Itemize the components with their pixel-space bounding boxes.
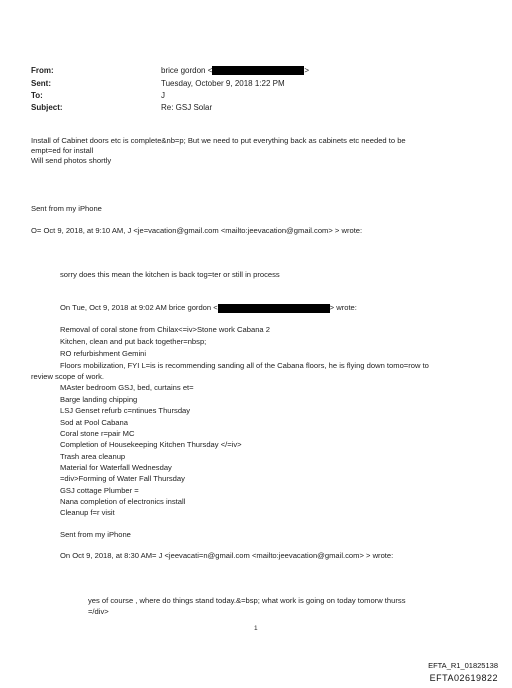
- from-name: brice gordon <: [161, 66, 213, 75]
- reply1-signature: Sent from my iPhone: [31, 204, 102, 213]
- list-item: Nana completion of electronics install: [60, 497, 186, 506]
- reply1-quote-header: O= Oct 9, 2018, at 9:10 AM, J <je=vacation@gmail.com <mailto:jeevacation@gmail.com> > wrote:: [31, 226, 363, 235]
- redaction-box: [212, 66, 304, 75]
- original-line1: yes of course , where do things stand today.&=bsp; what work is going on today tomorw thurss: [88, 596, 406, 605]
- list-item: =div>Forming of Water Fall Thursday: [60, 474, 185, 483]
- reply2-body: sorry does this mean the kitchen is back tog=ter or still in process: [60, 270, 280, 279]
- list-item: Removal of coral stone from Chilax<=iv>Stone work Cabana 2: [60, 325, 270, 334]
- original-line2: =/div>: [88, 607, 109, 616]
- bates-number-secondary: EFTA02619822: [429, 673, 498, 683]
- to-value: J: [161, 91, 165, 100]
- list-item: Sod at Pool Cabana: [60, 418, 128, 427]
- subject-label: Subject:: [31, 103, 63, 112]
- list-item: MAster bedroom GSJ, bed, curtains et=: [60, 383, 194, 392]
- from-value: [161, 66, 309, 75]
- list-item: Trash area cleanup: [60, 452, 126, 461]
- page-number: 1: [254, 625, 258, 632]
- status-signature: Sent from my iPhone: [60, 530, 131, 539]
- status-quote-header: On Oct 9, 2018, at 8:30 AM= J <jeevacati=n@gmail.com <mailto:jeevacation@gmail.com> > wrote:: [60, 551, 394, 560]
- reply1-line3: Will send photos shortly: [31, 156, 112, 165]
- list-item: Material for Waterfall Wednesday: [60, 463, 172, 472]
- list-item: GSJ cottage Plumber =: [60, 486, 139, 495]
- bates-number-primary: EFTA_R1_01825138: [428, 661, 498, 670]
- sent-label: Sent:: [31, 79, 51, 88]
- subject-value: Re: GSJ Solar: [161, 103, 213, 112]
- list-item: Completion of Housekeeping Kitchen Thursday </=iv>: [60, 440, 242, 449]
- redaction-box: [218, 304, 330, 313]
- list-item: LSJ Genset refurb c=ntinues Thursday: [60, 406, 191, 415]
- list-item: Kitchen, clean and put back together=nbsp;: [60, 337, 207, 346]
- list-item: Cleanup f=r visit: [60, 508, 115, 517]
- sent-value: Tuesday, October 9, 2018 1:22 PM: [161, 79, 285, 88]
- list-item: Barge landing chipping: [60, 395, 138, 404]
- reply1-line1: Install of Cabinet doors etc is complete&nb=p; But we need to put everything back as cabinets etc needed to be: [31, 136, 406, 145]
- reply2-quote-pre: On Tue, Oct 9, 2018 at 9:02 AM brice gordon <: [60, 303, 218, 312]
- list-item: Coral stone r=pair MC: [60, 429, 135, 438]
- reply2-quote-header: [60, 303, 357, 313]
- to-label: To:: [31, 91, 43, 100]
- list-item: review scope of work.: [31, 372, 105, 381]
- reply1-line2: empt=ed for install: [31, 146, 94, 155]
- list-item: Floors mobilization, FYI L=is is recommending sanding all of the Cabana floors, he is flying down tomo=row to: [60, 361, 429, 370]
- from-tail: >: [304, 66, 310, 75]
- list-item: RO refurbishment Gemini: [60, 349, 147, 358]
- reply2-quote-post: > wrote:: [329, 303, 357, 312]
- from-label: From:: [31, 66, 54, 75]
